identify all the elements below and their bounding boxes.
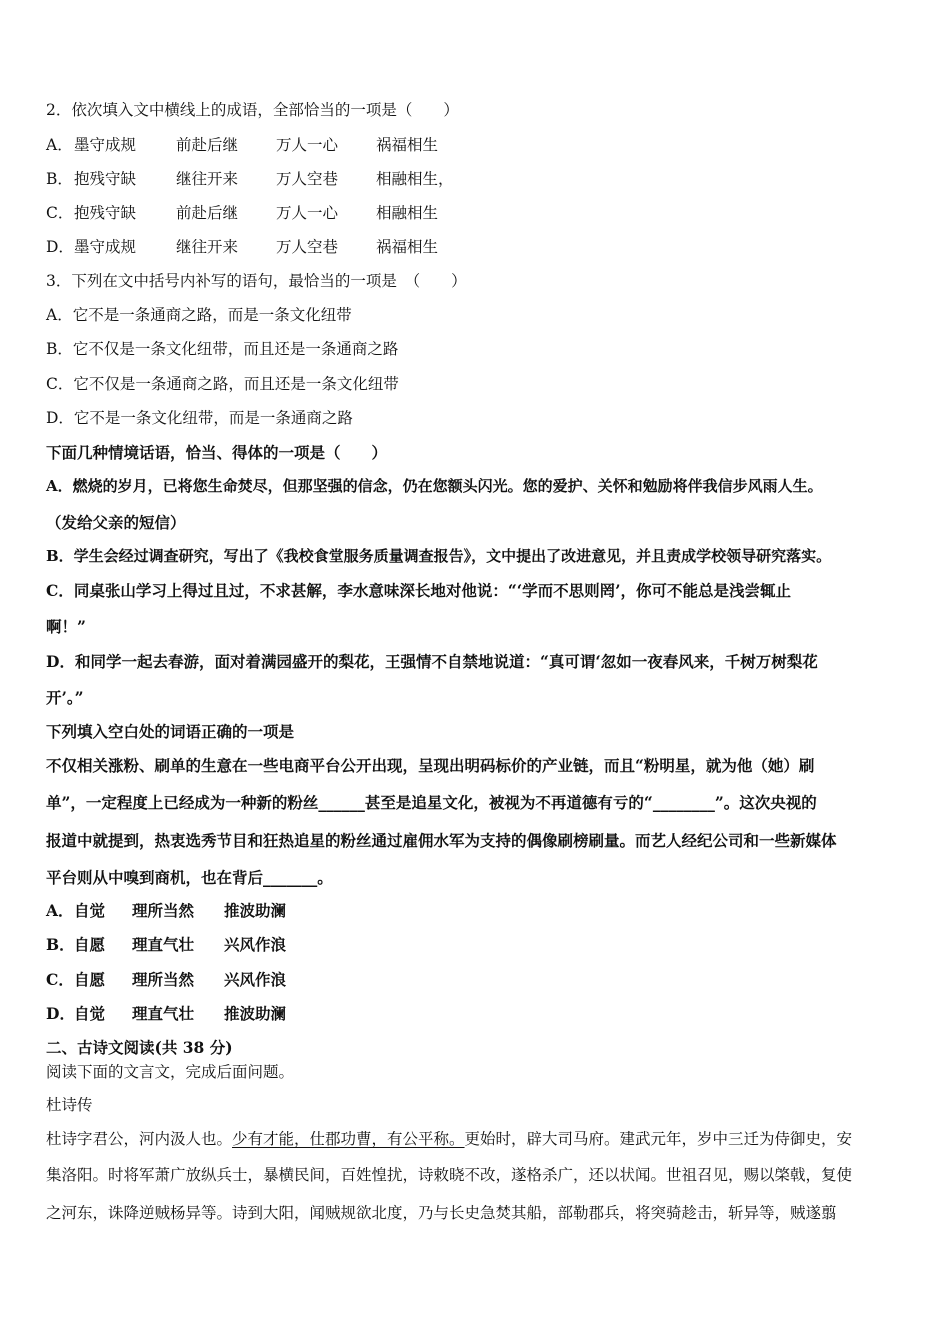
option-item: 祸福相生 [376,238,439,256]
option-item: 自觉 [74,901,106,920]
q5-stem: 下列填入空白处的词语正确的一项是 [46,722,295,741]
option-item: 兴风作浪 [224,970,287,989]
option-item: 推波助澜 [224,901,287,920]
passage-text: ”。这次央视的 [714,793,817,812]
q2-option-b [46,172,454,188]
option-item: 抱残守缺 [74,170,137,188]
option-item: 继往开来 [176,170,239,188]
q4-option-c-line2: 啊！” [46,617,86,636]
q5-passage-line4 [46,870,333,886]
option-item: 祸福相生 [376,136,439,154]
option-key: D． [46,238,74,256]
q5-option-b [46,937,286,953]
passage-line1 [46,1132,852,1148]
q4-option-a: A．燃烧的岁月，已将您生命焚尽，但那坚强的信念，仍在您额头闪光。您的爱护、关怀和勉励将伴我信步风雨人生。 [46,477,823,495]
q4-option-b: B．学生会经过调查研究，写出了《我校食堂服务质量调查报告》，文中提出了改进意见，并且责成学校领导研究落实。 [46,547,832,565]
q5-option-c [46,972,286,988]
q4-option-d-line2: 开’。” [46,688,84,707]
passage-text: 单”，一定程度上已经成为一种新的粉丝 [46,793,319,812]
option-item: 万人一心 [276,136,339,154]
section-heading: 二、古诗文阅读(共 38 分) [46,1038,233,1057]
option-item: 墨守成规 [74,238,137,256]
option-item: 相融相生 [376,204,439,222]
q4-option-a-note: （发给父亲的短信） [46,513,186,532]
passage-text: 甚至是追星文化，被视为不再道德有亏的“ [364,793,653,812]
section-instruction: 阅读下面的文言文，完成后面问题。 [46,1063,295,1081]
q5-option-a [46,903,286,919]
q5-passage-line2 [46,795,817,811]
option-key: A． [46,136,73,154]
option-item: 继往开来 [176,238,239,256]
passage-text: 杜诗字君公，河内汲人也。 [46,1130,233,1148]
q5-passage-line3: 报道中就提到，热衷选秀节目和狂热追星的粉丝通过雇佣水军为支持的偶像刷榜刷量。而艺人经纪公司和一些新媒体 [46,831,837,850]
q3-stem: 3．下列在文中括号内补写的语句，最恰当的一项是 （ ） [46,272,467,290]
option-item: 自觉 [74,1004,106,1023]
passage-text: 平台则从中嗅到商机，也在背后 [46,868,264,887]
q3-option-d: D．它不是一条文化纽带，而是一条通商之路 [46,409,353,427]
option-key: A． [46,901,74,920]
passage-line3: 之河东，诛降逆贼杨异等。诗到大阳，闻贼规欲北度，乃与长史急焚其船，部勒郡兵，将突骑趁击，斩异等，贼遂翦 [46,1204,837,1222]
passage-line2: 集洛阳。时将军萧广放纵兵士，暴横民间，百姓惶扰，诗敕晓不改，遂格杀广，还以状闻。世祖召见，赐以棨戟，复使 [46,1166,853,1184]
option-key: C． [46,204,74,222]
option-item: 理所当然 [132,970,195,989]
option-key: B． [46,170,73,188]
option-item: 兴风作浪 [224,935,287,954]
q2-stem: 2．依次填入文中横线上的成语，全部恰当的一项是（ ） [46,101,459,119]
option-item: 自愿 [74,970,106,989]
q3-option-a: A．它不是一条通商之路，而是一条文化纽带 [46,306,352,324]
option-item: 万人空巷 [276,170,339,188]
q2-option-c [46,206,438,222]
option-item: 理直气壮 [132,935,195,954]
q2-option-d [46,240,438,256]
q4-option-d-line1: D．和同学一起去春游，面对着满园盛开的梨花，王强情不自禁地说道：“真可谓‘忽如一夜春风来，千树万树梨花 [46,652,818,671]
blank-1: ______ [318,793,365,812]
option-item: 万人空巷 [276,238,339,256]
option-key: B． [46,935,75,954]
q5-option-d [46,1006,286,1022]
option-item: 前赴后继 [176,204,239,222]
blank-2: ________ [652,793,715,812]
option-item: 相融相生， [376,170,454,188]
q4-stem: 下面几种情境话语，恰当、得体的一项是（ ） [46,443,388,462]
option-key: C． [46,970,74,989]
option-item: 自愿 [74,935,106,954]
option-item: 理直气壮 [132,1004,195,1023]
option-item: 墨守成规 [74,136,137,154]
passage-title: 杜诗传 [46,1096,93,1114]
underlined-sentence: 少有才能，仕郡功曹，有公平称。 [232,1130,465,1148]
option-item: 推波助澜 [224,1004,287,1023]
q3-option-c: C．它不仅是一条通商之路，而且还是一条文化纽带 [46,375,399,393]
q4-option-c-line1: C．同桌张山学习上得过且过，不求甚解，李水意味深长地对他说：“‘学而不思则罔’，你可不能总是浅尝辄止 [46,581,792,600]
passage-text: 更始时，辟大司马府。建武元年，岁中三迁为侍御史，安 [464,1130,853,1148]
q2-option-a [46,138,438,154]
option-item: 前赴后继 [176,136,239,154]
q5-passage-line1: 不仅相关涨粉、刷单的生意在一些电商平台公开出现，呈现出明码标价的产业链，而且“粉明星，就为他（她）刷 [46,756,815,775]
option-item: 理所当然 [132,901,195,920]
passage-text: 。 [317,868,333,887]
blank-3: _______ [263,868,318,887]
option-item: 抱残守缺 [74,204,137,222]
q3-option-b: B．它不仅是一条文化纽带，而且还是一条通商之路 [46,340,399,358]
option-key: D． [46,1004,75,1023]
option-item: 万人一心 [276,204,339,222]
